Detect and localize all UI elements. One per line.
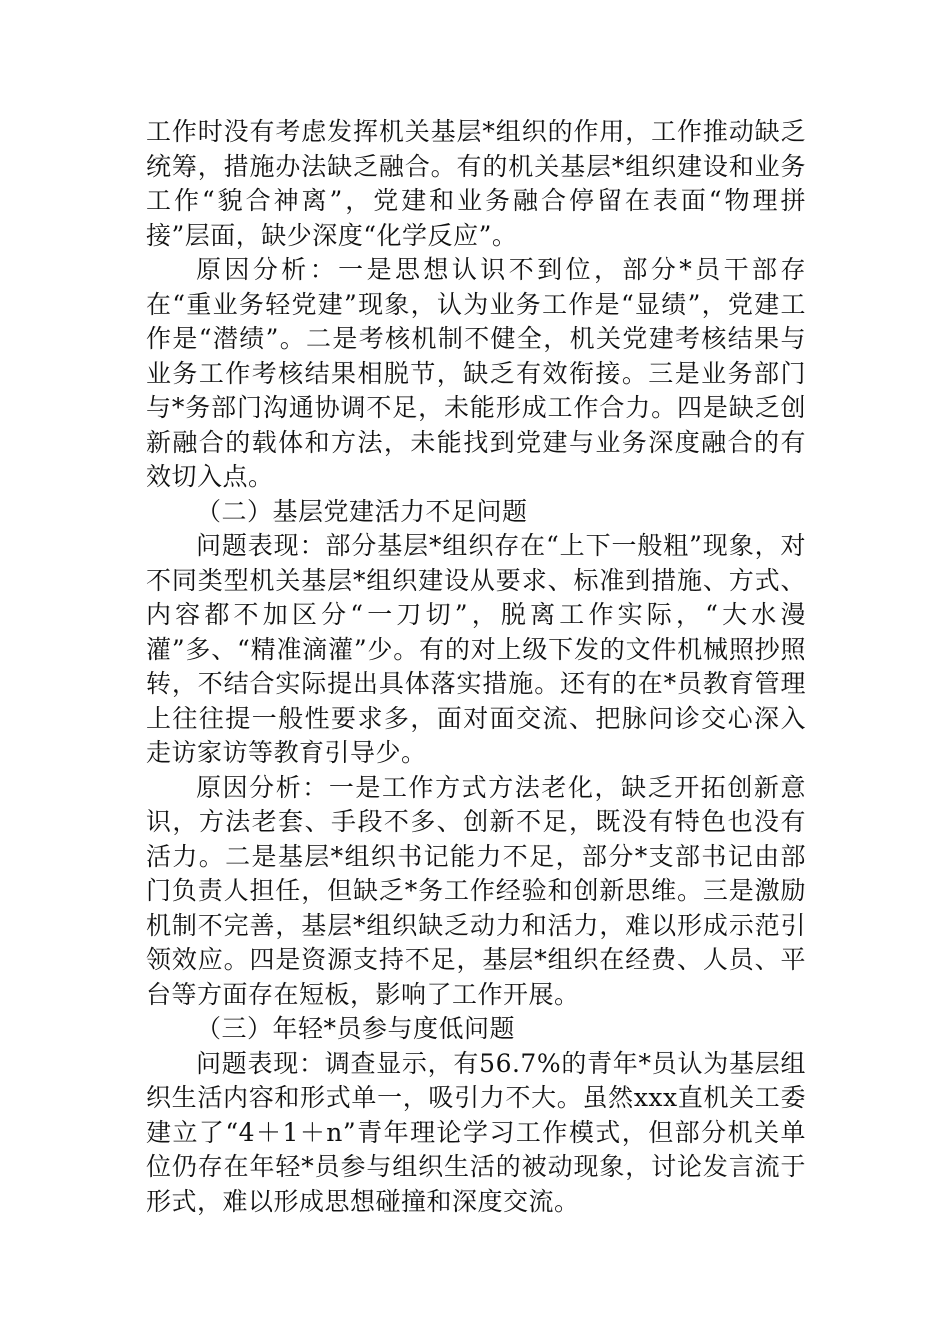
section-heading-3: （三）年轻*员参与度低问题: [196, 1014, 516, 1043]
section-heading-2: （二）基层党建活力不足问题: [196, 496, 528, 526]
paragraph-cause-analysis-1: 原因分析：一是思想认识不到位，部分*员干部存在“重业务轻党建”现象，认为业务工作是“显绩”，党建工作是“潜绩”。二是考核机制不健全，机关党建考核结果与业务工作考核结果相脱节，缺乏有效衔接。三是业务部门与*务部门沟通协调不足，未能形成工作合力。四是缺乏创新融合的载体和方法，未能找到党建与业务深度融合的有效切入点。: [146, 255, 806, 491]
paragraph-problem-2: 问题表现：部分基层*组织存在“上下一般粗”现象，对不同类型机关基层*组织建设从要求、标准到措施、方式、内容都不加区分“一刀切”，脱离工作实际，“大水漫灌”多、“精准滴灌”少。有的对上级下发的文件机械照抄照转，不结合实际提出具体落实措施。还有的在*员教育管理上往往提一般性要求多，面对面交流、把脉问诊交心深入走访家访等教育引导少。: [146, 531, 806, 767]
paragraph-cause-analysis-2: 原因分析：一是工作方式方法老化，缺乏开拓创新意识，方法老套、手段不多、创新不足，既没有特色也没有活力。二是基层*组织书记能力不足，部分*支部书记由部门负责人担任，但缺乏*务工作经验和创新思维。三是激励机制不完善，基层*组织缺乏动力和活力，难以形成示范引领效应。四是资源支持不足，基层*组织在经费、人员、平台等方面存在短板，影响了工作开展。: [146, 772, 806, 1009]
paragraph-continuation: 工作时没有考虑发挥机关基层*组织的作用，工作推动缺乏统筹，措施办法缺乏融合。有的机关基层*组织建设和业务工作“貌合神离”，党建和业务融合停留在表面“物理拼接”层面，缺少深度“化学反应”。: [146, 117, 806, 250]
document-page: [146, 115, 806, 1219]
paragraph-problem-3: 问题表现：调查显示，有56.7%的青年*员认为基层组织生活内容和形式单一，吸引力不大。虽然xxx直机关工委建立了“4＋1＋n”青年理论学习工作模式，但部分机关单位仍存在年轻*员参与组织生活的被动现象，讨论发言流于形式，难以形成思想碰撞和深度交流。: [146, 1048, 806, 1216]
